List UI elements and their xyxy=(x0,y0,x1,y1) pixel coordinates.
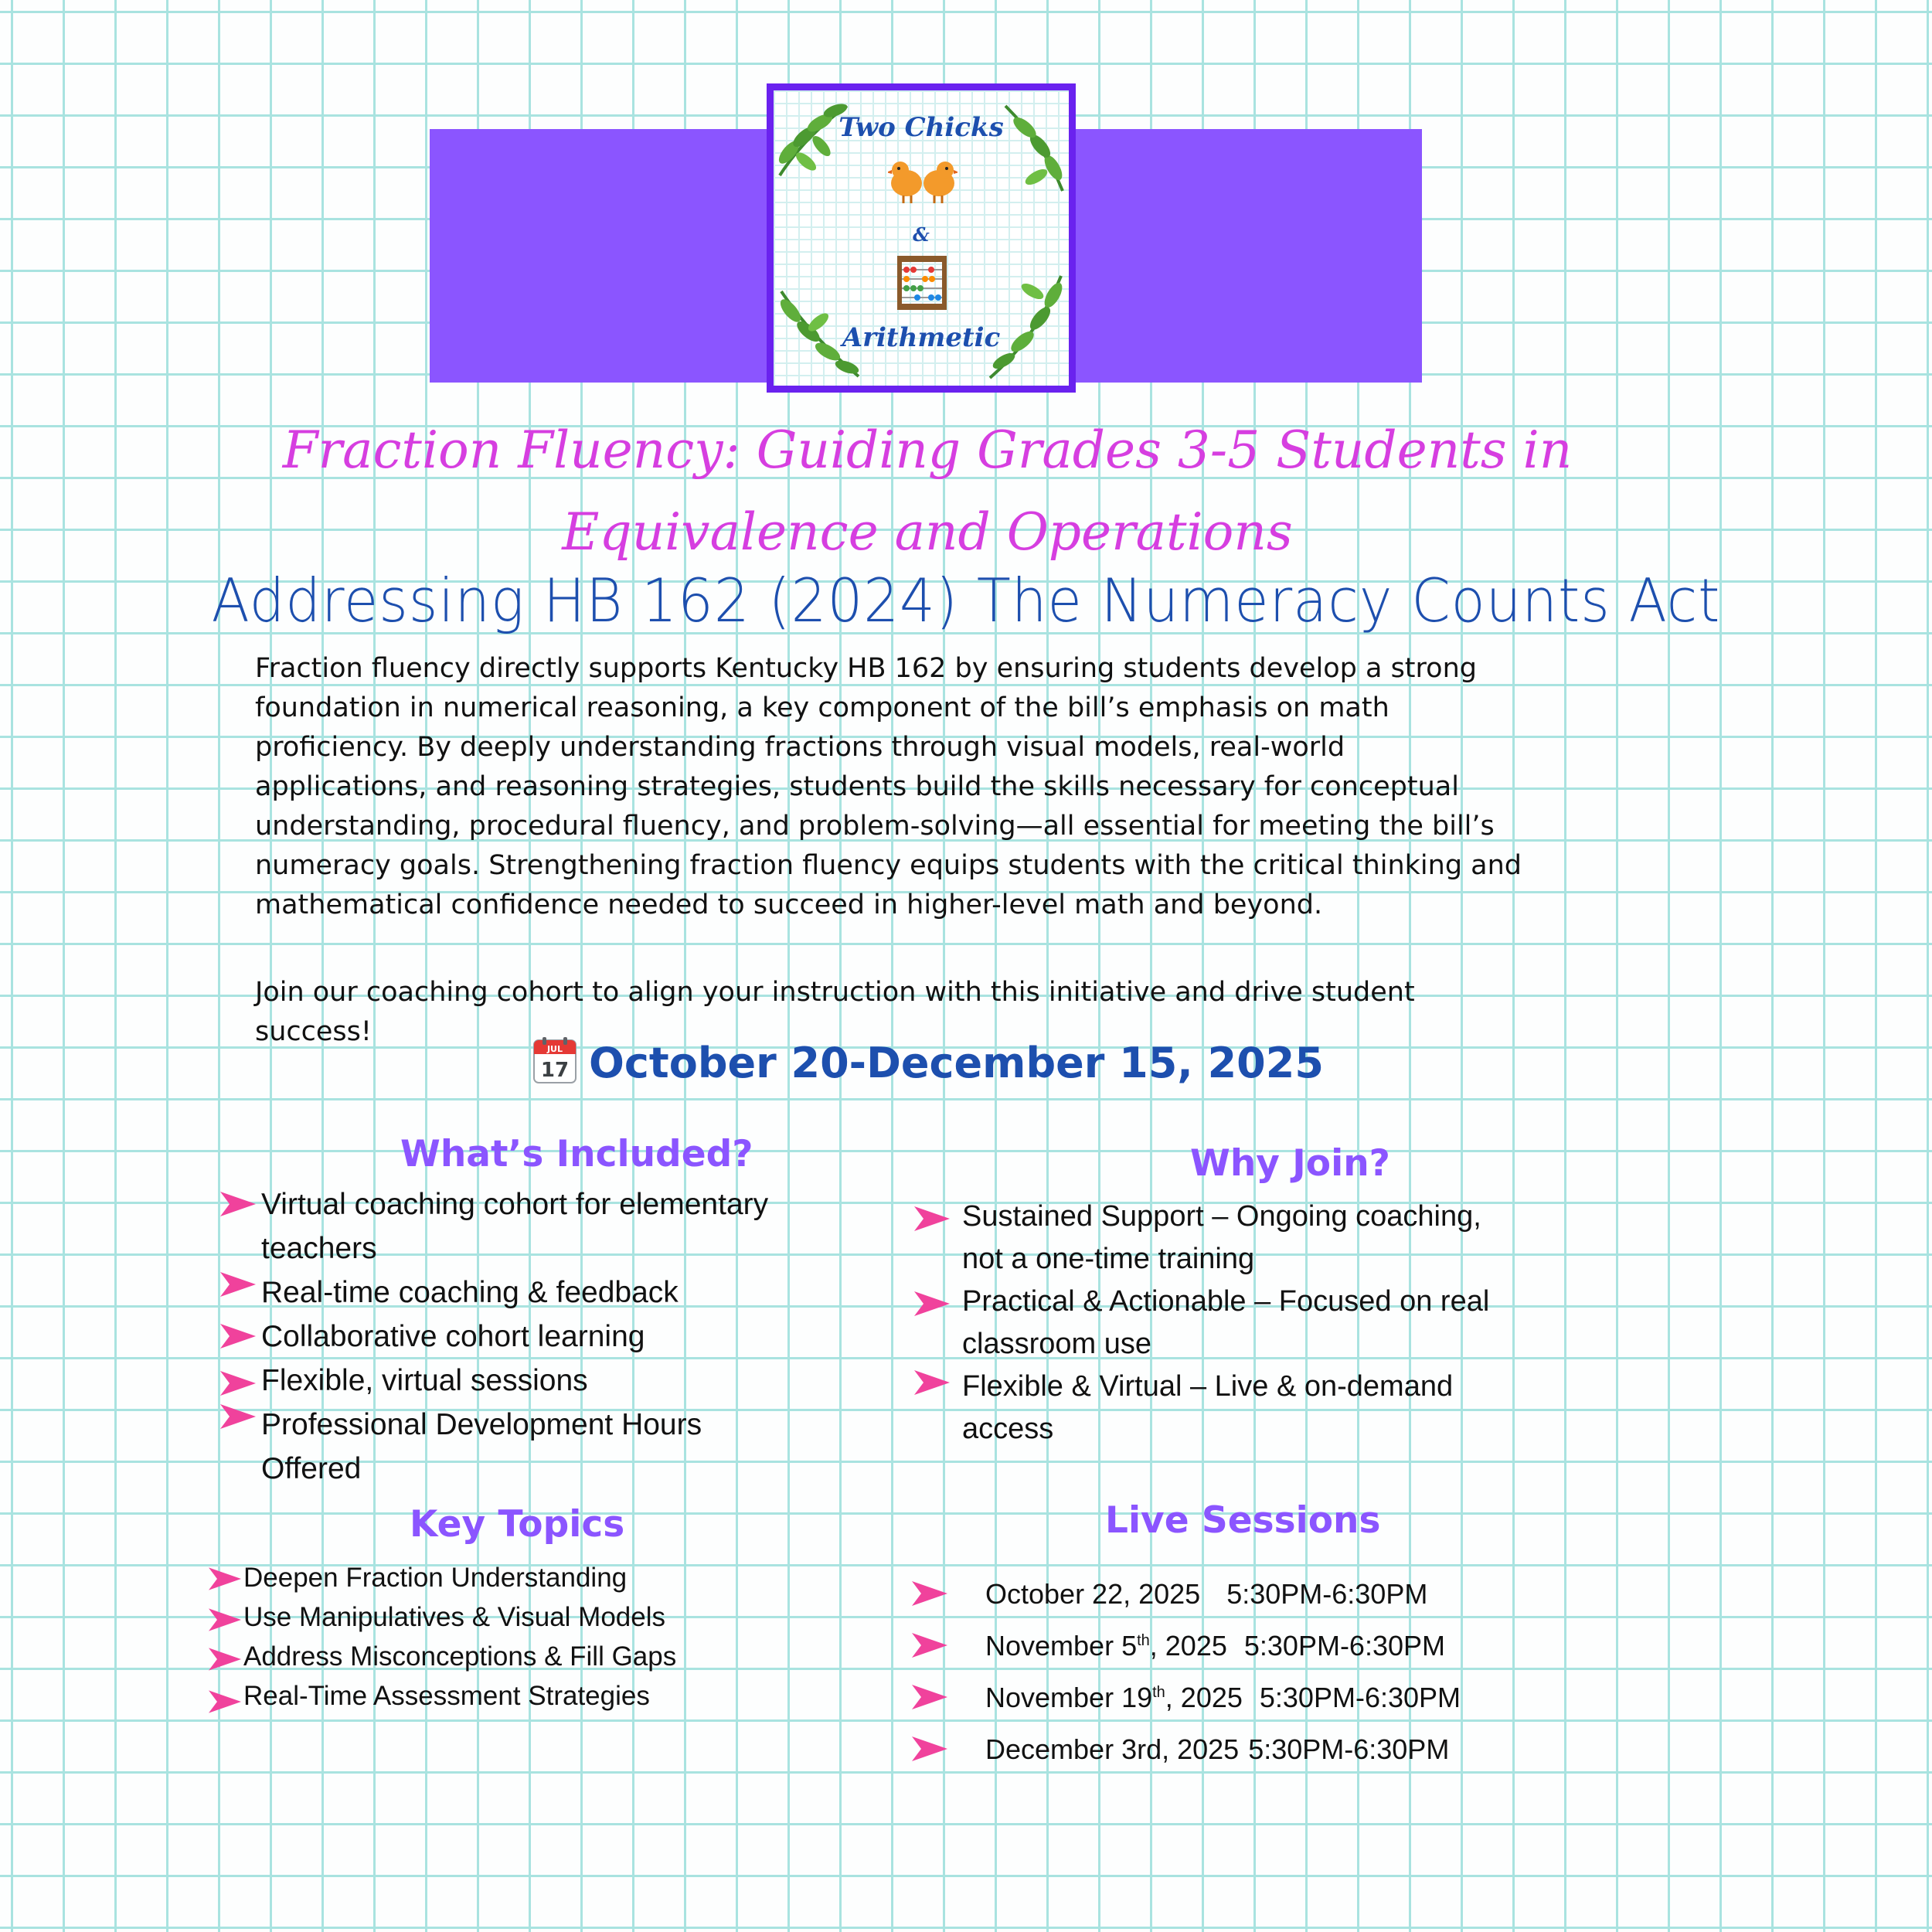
list-item-text: Professional Development Hours xyxy=(261,1408,702,1441)
arrow-bullet-icon xyxy=(220,1272,256,1297)
list-item xyxy=(209,1597,676,1637)
arrow-bullet-icon xyxy=(914,1291,950,1316)
abacus-icon xyxy=(894,254,950,313)
arrow-bullet-icon xyxy=(220,1192,256,1216)
list-item xyxy=(914,1196,1489,1281)
list-item-text: Address Misconceptions & Fill Gaps xyxy=(243,1641,677,1672)
arrow-bullet-icon xyxy=(912,1685,947,1709)
title-line-1: Fraction Fluency: Guiding Grades 3-5 Students in xyxy=(282,420,1573,480)
list-item-text: Virtual coaching cohort for elementary xyxy=(261,1188,769,1221)
included-heading: What’s Included? xyxy=(400,1133,753,1175)
list-item-text: not a one-time training xyxy=(962,1243,1255,1275)
list-item-text: teachers xyxy=(261,1232,377,1265)
logo-line-1: Two Chicks xyxy=(838,112,1004,143)
cta-line: success! xyxy=(255,1016,372,1047)
list-item xyxy=(209,1558,676,1597)
cta-line: Join our coaching cohort to align your instruction with this initiative and drive student xyxy=(255,977,1415,1008)
list-item-text: Deepen Fraction Understanding xyxy=(243,1563,628,1593)
list-item xyxy=(220,1315,768,1359)
arrow-bullet-icon xyxy=(914,1206,950,1231)
session-date-suffix: th xyxy=(1137,1632,1150,1649)
session-year: , 2025 xyxy=(1165,1682,1243,1713)
session-item xyxy=(912,1669,1461,1721)
arrow-bullet-icon xyxy=(209,1648,241,1671)
session-time: 5:30PM-6:30PM xyxy=(1248,1733,1450,1765)
session-year: , 2025 xyxy=(1149,1630,1227,1662)
logo xyxy=(767,83,1076,393)
session-date-suffix: th xyxy=(1152,1684,1165,1701)
logo-ampersand: & xyxy=(913,223,930,246)
list-item xyxy=(914,1281,1489,1366)
calendar-icon xyxy=(533,1037,577,1083)
intro-line: foundation in numerical reasoning, a key component of the bill’s emphasis on math xyxy=(255,692,1389,723)
included-list xyxy=(220,1182,768,1491)
list-item-text: Use Manipulatives & Visual Models xyxy=(243,1602,666,1632)
list-item xyxy=(209,1676,676,1716)
arrow-bullet-icon xyxy=(912,1736,947,1761)
arrow-bullet-icon xyxy=(220,1371,256,1396)
session-item xyxy=(912,1566,1461,1617)
list-item xyxy=(220,1359,768,1403)
session-time: 5:30PM-6:30PM xyxy=(1226,1578,1428,1610)
list-item xyxy=(914,1366,1489,1451)
session-date: October 22, 2025 xyxy=(985,1578,1201,1610)
intro-line: understanding, procedural fluency, and problem-solving—all essential for meeting the bill’s xyxy=(255,811,1495,842)
why-join-heading: Why Join? xyxy=(1190,1142,1390,1185)
intro-line: proficiency. By deeply understanding fractions through visual models, real-world xyxy=(255,732,1345,763)
list-item-text: Sustained Support – Ongoing coaching, xyxy=(962,1200,1481,1233)
calendar-month: JUL xyxy=(546,1044,563,1054)
list-item-text: access xyxy=(962,1413,1054,1445)
list-item xyxy=(220,1182,768,1270)
arrow-bullet-icon xyxy=(209,1608,241,1631)
subtitle: Addressing HB 162 (2024) The Numeracy Counts Act xyxy=(211,565,1721,636)
arrow-bullet-icon xyxy=(220,1324,256,1349)
arrow-bullet-icon xyxy=(912,1633,947,1658)
list-item xyxy=(220,1270,768,1315)
list-item xyxy=(209,1637,676,1676)
session-item xyxy=(912,1617,1461,1669)
chick-icon xyxy=(888,157,957,205)
title-line-2: Equivalence and Operations xyxy=(562,502,1293,562)
key-topics-list xyxy=(209,1558,676,1716)
logo-line-3: Arithmetic xyxy=(842,322,1001,353)
session-time: 5:30PM-6:30PM xyxy=(1259,1682,1461,1713)
date-range xyxy=(533,1037,1324,1087)
list-item-text: Real-Time Assessment Strategies xyxy=(243,1681,650,1711)
intro-paragraph xyxy=(255,649,1646,925)
intro-line: applications, and reasoning strategies, students build the skills necessary for conceptual xyxy=(255,771,1459,802)
why-join-list xyxy=(914,1196,1489,1451)
arrow-bullet-icon xyxy=(209,1690,241,1713)
session-date: December 3rd, 2025 xyxy=(985,1733,1240,1765)
intro-line: mathematical confidence needed to succeed in higher-level math and beyond. xyxy=(255,889,1323,920)
list-item-text: Offered xyxy=(261,1452,362,1485)
list-item-text: Practical & Actionable – Focused on real xyxy=(962,1285,1490,1318)
intro-line: numeracy goals. Strengthening fraction fluency equips students with the critical thinking and xyxy=(255,850,1522,881)
session-time: 5:30PM-6:30PM xyxy=(1243,1630,1445,1662)
date-range-text: October 20-December 15, 2025 xyxy=(589,1039,1324,1087)
list-item xyxy=(220,1403,768,1491)
live-sessions-heading: Live Sessions xyxy=(1105,1499,1381,1542)
list-item-text: Real-time coaching & feedback xyxy=(261,1276,679,1309)
intro-line: Fraction fluency directly supports Kentucky HB 162 by ensuring students develop a strong xyxy=(255,653,1477,684)
key-topics-heading: Key Topics xyxy=(410,1503,625,1546)
calendar-day: 17 xyxy=(540,1059,570,1082)
list-item-text: Collaborative cohort learning xyxy=(261,1320,645,1353)
arrow-bullet-icon xyxy=(209,1567,241,1590)
list-item-text: classroom use xyxy=(962,1328,1151,1360)
arrow-bullet-icon xyxy=(220,1404,256,1429)
arrow-bullet-icon xyxy=(912,1581,947,1606)
page-title xyxy=(232,410,1623,573)
session-date: November 5 xyxy=(985,1630,1138,1662)
list-item-text: Flexible, virtual sessions xyxy=(261,1364,588,1397)
session-item xyxy=(912,1721,1461,1773)
session-date: November 19 xyxy=(985,1682,1153,1713)
live-sessions-list xyxy=(912,1566,1461,1773)
list-item-text: Flexible & Virtual – Live & on-demand xyxy=(962,1370,1454,1403)
arrow-bullet-icon xyxy=(914,1370,950,1395)
